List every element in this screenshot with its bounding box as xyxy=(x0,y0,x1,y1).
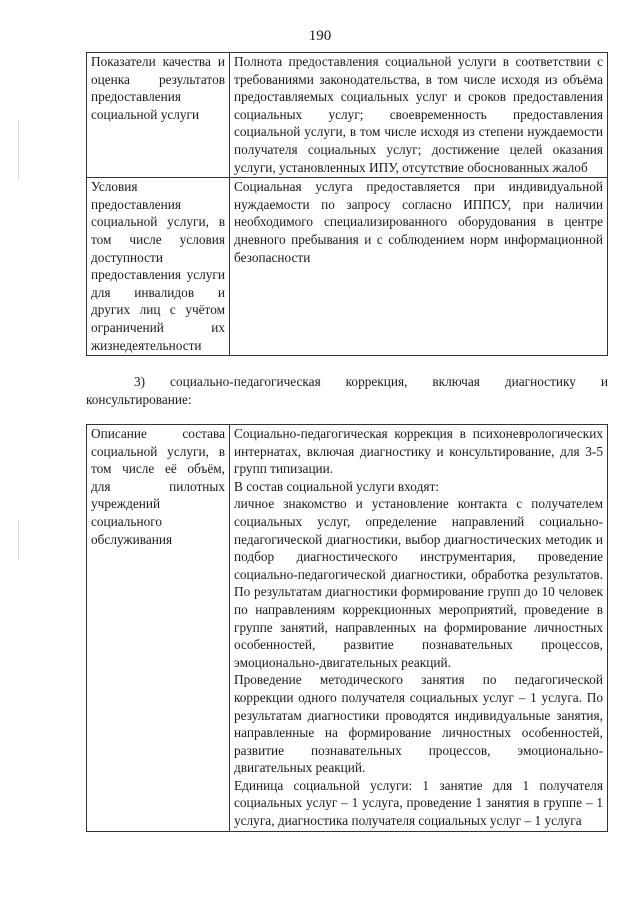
content-paragraph: Социальная услуга предоставляется при индивидуальной нуждаемости по запросу согласно ИППСУ, при наличии необходимого специализированного оборудования в центре дневного пребывания и с соблюдением норм информационной безопасности xyxy=(234,179,603,265)
service-description-table xyxy=(86,424,608,832)
row-label-description: Описание состава социальной услуги, в том числе её объём, для пилотных учреждений социального обслуживания xyxy=(87,425,230,832)
row-label-quality: Показатели качества и оценка результатов предоставления социальной услуги xyxy=(87,53,230,178)
content-paragraph: личное знакомство и установление контакта с получателем социальных услуг, определение направлений социально-педагогической диагностики, выбор диагностических методик и подбор диагностического инструментария, проведение социально-педагогической диагностики, обработка результатов. По результатам диагностики формирование групп до 10 человек по направлениям коррекционных мероприятий, проведение в группе занятий, направленных на формирование личностных особенностей, развитие познавательных процессов, эмоционально-двигательных реакций. xyxy=(234,496,603,670)
content-paragraph: В состав социальной услуги входят: xyxy=(234,478,439,494)
scan-artifact xyxy=(18,520,19,560)
section-paragraph xyxy=(86,373,608,409)
table-row xyxy=(87,178,608,356)
row-label-conditions: Условия предоставления социальной услуги, в том числе условия доступности предоставления услуги для инвалидов и других лиц с учётом ограничений их жизнедеятельности xyxy=(87,178,230,356)
content-paragraph: Полнота предоставления социальной услуги в соответствии с требованиями законодательства, в том числе исходя из объёма предоставляемых социальных услуг и сроков предоставления социальных услуг; своевременность предоставления социальной услуги, в том числе исходя из степени нуждаемости получателя социальных услуг; достижение целей оказания услуги, установленных ИПУ, отсутствие обоснованных жалоб xyxy=(234,54,603,175)
row-content-description xyxy=(230,425,608,832)
content-paragraph: Единица социальной услуги: 1 занятие для 1 получателя социальных услуг – 1 услуга, проведение 1 занятия в группе – 1 услуга, диагностика получателя социальных услуг – 1 услуга xyxy=(234,777,603,829)
row-content-conditions xyxy=(230,178,608,356)
row-content-quality xyxy=(230,53,608,178)
page-number: 190 xyxy=(308,28,332,44)
content-paragraph: Проведение методического занятия по педагогической коррекции одного получателя социальных услуг – 1 услуга. По результатам диагностики проводятся индивидуальные занятия, направленные на формирование личностных особенностей, развитие познавательных процессов, эмоционально-двигательных реакций. xyxy=(234,672,603,776)
table-row xyxy=(87,53,608,178)
content-paragraph: Социально-педагогическая коррекция в психоневрологических интернатах, включая диагностику и консультирование, для 3-5 групп типизации. xyxy=(234,426,603,477)
scan-artifact xyxy=(18,120,19,180)
table-row xyxy=(87,425,608,832)
service-quality-table xyxy=(86,52,608,356)
section-paragraph-text: 3) социально-педагогическая коррекция, включая диагностику и консультирование: xyxy=(86,374,608,407)
